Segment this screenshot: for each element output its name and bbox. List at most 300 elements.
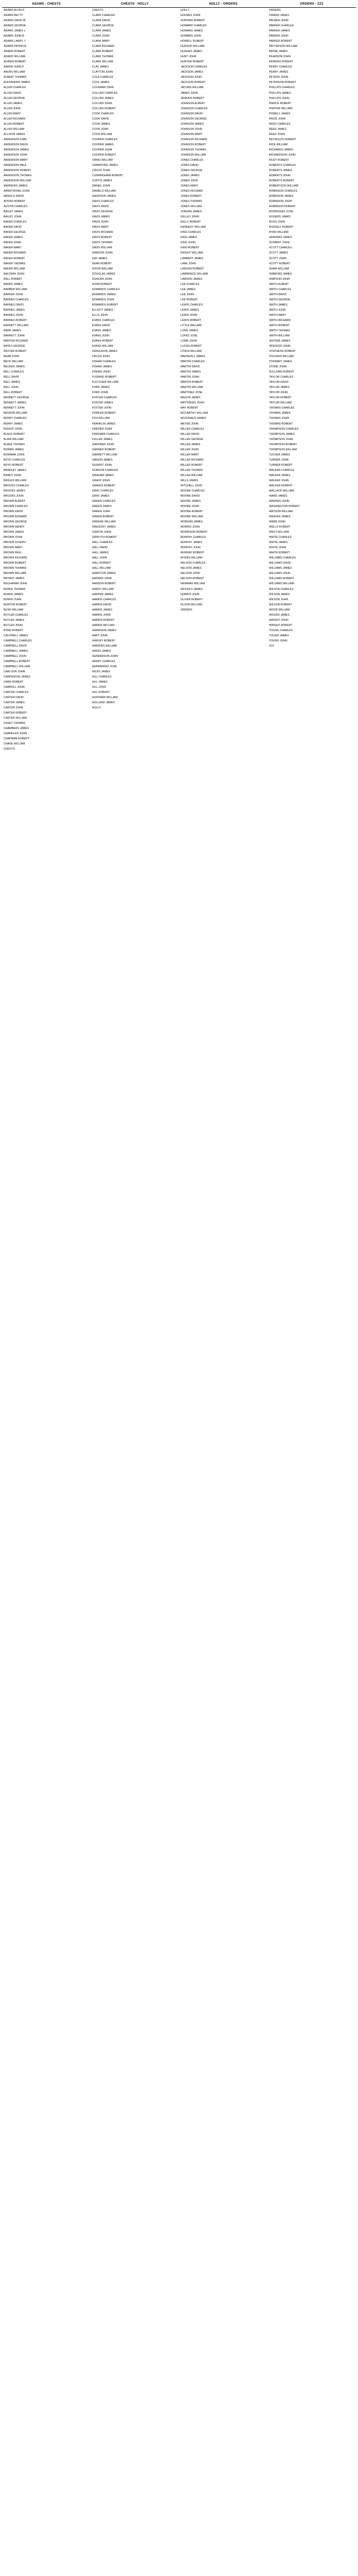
list-item: HOLLY [92, 706, 101, 710]
list-item: GREEN ROBERT [92, 515, 114, 519]
list-item: BUTLER CHARLES [4, 613, 28, 617]
list-item: BROOKS JAMES [4, 489, 25, 493]
list-item: BELL ROBERT [4, 391, 23, 395]
list-item: LANE JOHN [181, 262, 196, 265]
list-item: JACKSON CHARLES [181, 65, 207, 69]
list-item: LEE ROBERT [181, 298, 198, 301]
list-item: EVANS JAMES [92, 329, 111, 332]
list-item: ADAMS WILLIAM [4, 55, 26, 59]
list-item: HANSON ROBERT [92, 582, 116, 586]
list-item: MILLER WILLIAM [181, 473, 203, 477]
list-item: FERGUSON JAMES [92, 350, 118, 353]
list-item: PHILLIPS JAMES [269, 91, 291, 95]
list-item: AUSTIN CHARLES [4, 205, 27, 209]
list-item: MORRIS JOHN [181, 526, 200, 529]
list-item: PETERS JOHN [269, 76, 288, 79]
list-item: WILLIAMS WILLIAM [269, 582, 295, 586]
list-item: JONES RICHARD [181, 190, 203, 193]
list-item: ANDERSON WILLIAM [4, 179, 31, 183]
list-item: ROBINSON ROBERT [269, 205, 296, 209]
list-item: FOSTER JAMES [92, 401, 113, 405]
list-item: WALLACE WILLIAM [269, 489, 294, 493]
list-item: HOLLY [181, 9, 189, 12]
list-item: BLAKE THOMAS [4, 443, 25, 446]
list-item: BAKER WILLIAM [4, 267, 25, 270]
list-item: COOPER ROBERT [92, 153, 116, 157]
list-item: MILLER CHARLES [181, 427, 204, 431]
list-item: BROWN JAMES [4, 531, 24, 534]
list-item: THOMAS JAMES [269, 412, 291, 415]
list-item: BELL JAMES [4, 381, 20, 384]
list-item: WELLS ROBERT [269, 526, 290, 529]
list-item: DAVIS GEORGE [92, 210, 113, 214]
list-item: DUNN ROBERT [92, 282, 112, 286]
list-item: CARTER DAVID [4, 696, 24, 700]
list-item: FREEMAN CHARLES [92, 432, 119, 436]
list-item: GRAVES ROBERT [92, 484, 116, 487]
list-item: SMITH GEORGE [269, 298, 290, 301]
list-item: FOX WILLIAM [92, 417, 110, 420]
list-item: CLARK GEORGE [92, 24, 114, 28]
list-item: JONES THOMAS [181, 200, 202, 204]
list-item: HALL DAVID [92, 546, 108, 550]
list-item: MARTINEZ JOSE [181, 391, 203, 395]
list-item: DOUGLAS JAMES [92, 272, 116, 276]
list-item: BUCHANAN JOHN [4, 582, 27, 586]
list-item: DAVIDSON JAMES [92, 195, 116, 198]
list-item: ORDERS [269, 9, 281, 12]
list-item: EVANS JOHN [92, 334, 109, 337]
list-item: WILSON ROBERT [269, 603, 292, 606]
list-item: JOHNSON WILLIAM [181, 153, 206, 157]
list-item: CRAWFORD JAMES [92, 163, 118, 167]
list-item: DAY JAMES [92, 257, 108, 260]
list-item: MARTIN CHARLES [181, 360, 205, 364]
list-item: BARRETT JOHN [4, 334, 25, 337]
list-item: CARTER ROBERT [4, 711, 27, 715]
list-item: PARKER ROBERT [269, 40, 292, 43]
list-item: MILLER RICHARD [181, 458, 204, 462]
list-item: GARDNER JOHN [92, 443, 114, 446]
list-item: JOHNSON DAVID [181, 112, 203, 115]
list-item: HOLMES JOHN [181, 14, 201, 18]
list-item: MILLER ROBERT [181, 463, 203, 467]
list-item: JOHNSON CHARLES [181, 107, 208, 110]
list-item: COOPER CHARLES [92, 138, 118, 141]
list-item: FRAZIER JOHN [92, 427, 112, 431]
list-item: CLARK JAMES [92, 29, 111, 33]
list-item: GARNER ROBERT [92, 448, 116, 451]
list-item: EVANS CHARLES [92, 318, 115, 322]
list-item: PETERSON ROBERT [269, 81, 297, 84]
list-item: ANDERSON ROBERT [4, 168, 31, 172]
list-item: MILLER DAVID [181, 432, 200, 436]
list-item: CHESTS [4, 748, 15, 751]
list-item: POWELL JAMES [269, 112, 290, 115]
list-item: BROOKS CHARLES [4, 484, 29, 487]
list-item: HOFFMAN WILLIAM [92, 696, 118, 700]
list-item: ALLEN JAMES [4, 101, 22, 105]
list-item: BROWN RICHARD [4, 556, 27, 560]
list-item: JOHNSON JOHN [181, 127, 202, 131]
list-item: MARTIN JAMES [181, 370, 201, 374]
list-item: EVANS DAVID [92, 324, 110, 327]
list-item: JOHNSON ROBERT [181, 143, 206, 146]
list-item: MURPHY CHARLES [181, 536, 206, 539]
list-item: CLARK WILLIAM [92, 60, 113, 64]
list-item: PORTER WILLIAM [269, 107, 292, 110]
list-item: THOMPSON JOHN [269, 437, 293, 441]
list-item: HILL JAMES [92, 681, 108, 684]
list-item: BELL JOHN [4, 386, 19, 389]
list-item: EDWARDS JOHN [92, 298, 115, 301]
list-item: CLARK RICHARD [92, 45, 115, 48]
list-item: LUCAS ROBERT [181, 345, 202, 348]
list-item: ROBERTS JAMES [269, 168, 292, 172]
list-item: EDWARDS JAMES [92, 293, 116, 296]
list-item: ROBINSON CHARLES [269, 190, 298, 193]
list-item: CAMPBELL JOHN [4, 654, 26, 658]
list-item: TURNER ROBERT [269, 463, 293, 467]
list-item: BRYANT JAMES [4, 577, 25, 581]
list-item: LOPEZ JOSE [181, 334, 198, 337]
list-item: DAVIS THOMAS [92, 241, 113, 245]
list-item: DEAN ROBERT [92, 262, 112, 265]
list-item: WHITE JAMES [269, 541, 288, 545]
list-item: SIMMONS JAMES [269, 272, 292, 276]
list-item: FULLER JAMES [92, 437, 112, 441]
list-item: KENNEDY WILLIAM [181, 226, 206, 229]
list-item: MILLER JAMES [181, 443, 201, 446]
list-item: CHANDLER JOHN [4, 732, 27, 736]
list-item: WOOD WILLIAM [269, 608, 290, 612]
column-header-4: ORDERS - ZZZ [300, 2, 324, 6]
list-item: CLARK JOHN [92, 35, 110, 38]
list-item: SCOTT CHARLES [269, 246, 292, 250]
list-item: JONES WILLIAM [181, 205, 202, 209]
list-item: MURPHY JOHN [181, 546, 201, 550]
list-item: WHITE ROBERT [269, 551, 290, 555]
list-item: JONES JAMES [181, 174, 200, 177]
list-item: JONES JOHN [181, 179, 198, 183]
list-item: JOHNSON THOMAS [181, 148, 206, 151]
list-item: ROSS JOHN [269, 221, 285, 224]
name-columns [2, 8, 356, 752]
list-item: WRIGHT JOHN [269, 618, 288, 622]
list-item: KING CHARLES [181, 231, 201, 234]
list-item: REED JAMES [269, 127, 287, 131]
list-item: FOSTER JOHN [92, 406, 111, 410]
list-item: JONES CHARLES [181, 158, 204, 162]
list-item: ANDERSON THOMAS [4, 174, 32, 177]
list-item: BAKER THOMAS [4, 262, 25, 265]
list-item: BROOKS JOHN [4, 494, 24, 498]
list-item: THOMPSON CHARLES [269, 427, 299, 431]
list-item: BARTON RICHARD [4, 340, 28, 343]
list-item: BRADY JOHN [4, 473, 22, 477]
list-item: MILLER JOHN [181, 448, 199, 451]
list-item: BRIGGS WILLIAM [4, 479, 26, 482]
list-item: MORGAN JAMES [181, 520, 203, 524]
list-item: BURKE THOMAS [4, 587, 26, 591]
list-item: BROWN CHARLES [4, 505, 28, 508]
list-item: KING JOHN [181, 241, 196, 245]
name-column-2 [91, 8, 180, 752]
list-item: ANDERSON CARL [4, 138, 27, 141]
list-item: ELLIOTT JAMES [92, 308, 113, 312]
column-header-1: ADAMS - CHESTS [31, 2, 61, 6]
list-item: KNIGHT WILLIAM [181, 251, 203, 255]
list-item: BAKER CHARLES [4, 221, 27, 224]
list-item: ELLIS JOHN [92, 313, 108, 317]
list-item: NELSON JAMES [181, 567, 202, 570]
list-item: STONE JOHN [269, 365, 287, 369]
list-item: BARR JAMES [4, 329, 21, 332]
column-header-3: HOLLY - ORDERS [209, 2, 238, 6]
list-item: WOODS JAMES [269, 613, 290, 617]
list-item: BALL ROBERT [4, 277, 23, 281]
list-item: GREEN JAMES [92, 505, 112, 508]
list-item: HALL WILLIAM [92, 567, 111, 570]
list-item: WALKER CHARLES [269, 468, 295, 472]
list-item: CRAIG WILLIAM [92, 158, 113, 162]
list-item: WHITE JOHN [269, 546, 286, 550]
list-item: GREEN JOHN [92, 510, 110, 514]
list-item: ADAMS BETTY [4, 14, 23, 18]
list-item: THOMAS CHARLES [269, 406, 295, 410]
list-item: AHERN JOHN P [4, 65, 24, 69]
list-item: BISHOP JOHN [4, 427, 22, 431]
list-item: BEAN JOHN [4, 355, 20, 359]
list-item: BYRD ROBERT [4, 629, 24, 632]
list-item: SHAW WILLIAM [269, 267, 289, 270]
list-item: BROWN GEORGE [4, 520, 27, 524]
list-item: KELLY ROBERT [181, 221, 201, 224]
list-item: LYNCH WILLIAM [181, 350, 202, 353]
list-item: MOORE ROBERT [181, 510, 203, 514]
list-item: COLLINS JAMES [92, 96, 114, 100]
list-item: WILSON CHARLES [269, 587, 294, 591]
list-item: BENNETT JOHN [4, 406, 25, 410]
list-item: GREEN CHARLES [92, 499, 116, 503]
list-item: JOHNSON JAMES [181, 122, 204, 126]
list-item: HARPER JAMES [92, 592, 113, 596]
list-item: ROBINSON JOHN [269, 200, 292, 204]
list-item: CAMPBELL JAMES [4, 649, 28, 653]
list-item: WILSON JAMES [269, 592, 290, 596]
list-item: DANIELS WILLIAM [92, 190, 116, 193]
list-item: PERRY CHARLES [269, 65, 292, 69]
list-item: CHESTS [92, 9, 103, 12]
list-item: TURNER JOHN [269, 458, 289, 462]
list-item: RILEY ROBERT [269, 158, 289, 162]
list-item: LEE CHARLES [181, 282, 200, 286]
list-item: WALKER JAMES [269, 473, 290, 477]
list-item: STEWART JAMES [269, 360, 292, 364]
list-item: CAMPBELL ROBERT [4, 659, 30, 663]
list-item: BERRY CHARLES [4, 417, 27, 420]
list-item: ANDREWS JAMES [4, 184, 28, 188]
list-item: HARRIS WILLIAM [92, 623, 115, 627]
list-item: ALBERT THOMAS [4, 76, 27, 79]
list-item: HILL JOHN [92, 686, 106, 689]
list-item: LAMBERT JAMES [181, 257, 203, 260]
list-item: SMITH ALBERT [269, 282, 289, 286]
list-item: BENNETT JAMES [4, 401, 26, 405]
list-item: HARRIS DAVID [92, 603, 111, 606]
list-item: FORD JOHN [92, 391, 108, 395]
list-item: BARNES CHARLES [4, 298, 29, 301]
list-item: HENDERSON JOHN [92, 654, 118, 658]
list-item: BOYD CHARLES [4, 458, 25, 462]
list-item: COOPER JAMES [92, 143, 114, 146]
list-item: BARBER WILLIAM [4, 287, 27, 291]
list-item: BALDWIN JOHN [4, 272, 25, 276]
list-item: CURTIS JAMES [92, 179, 112, 183]
list-item: LITTLE WILLIAM [181, 324, 202, 327]
list-item: ARMSTRONG JOHN [4, 190, 30, 193]
list-item: CALDWELL JAMES [4, 634, 28, 637]
list-item: STEPHENS ROBERT [269, 350, 296, 353]
list-item: MOORE JAMES [181, 499, 201, 503]
list-item: SNYDER JAMES [269, 340, 290, 343]
list-item: PEARSON JOHN [269, 55, 291, 59]
list-item: CARLSON JOHN [4, 670, 25, 673]
list-item: MOORE JOHN [181, 505, 199, 508]
list-item: JONES MARY [181, 184, 199, 188]
list-item: COOK WILLIAM [92, 132, 112, 136]
list-item: DANIEL JOHN [92, 184, 110, 188]
list-item: BURNS JOHN [4, 598, 22, 601]
list-item: GILBERT JOHN [92, 463, 112, 467]
list-item: CARTER JOHN [4, 706, 23, 710]
list-item: TAYLOR JAMES [269, 386, 290, 389]
list-item: GARRETT WILLIAM [92, 453, 117, 456]
list-item: LAWRENCE WILLIAM [181, 272, 208, 276]
list-item: ORDERS [181, 608, 192, 612]
list-item: JOHNSON ALBERT [181, 101, 205, 105]
list-item: ADAMS DAVID W [4, 19, 26, 23]
list-item: BATES GEORGE [4, 345, 25, 348]
list-item: CLARK CHARLES [92, 14, 115, 18]
list-item: NELSON ROBERT [181, 577, 204, 581]
list-item: COOK DAVID [92, 117, 109, 121]
list-item: REED CHARLES [269, 122, 290, 126]
list-item: GORDON CHARLES [92, 468, 118, 472]
list-item: ROGERS JAMES [269, 215, 291, 219]
list-item: BROWN JOSEPH [4, 541, 26, 545]
list-item: SMITH DAVID [269, 293, 287, 296]
list-item: BROWN ALBERT [4, 499, 25, 503]
list-item: SMITH JOHN [269, 308, 286, 312]
list-item: BAKER DAVID [4, 226, 22, 229]
name-column-4 [268, 8, 356, 752]
list-item: ROBERTSON WILLIAM [269, 184, 299, 188]
list-item: CASEY THOMAS [4, 722, 25, 725]
list-item: HUGHES JAMES [181, 50, 202, 54]
list-item: BELL DAVID [4, 376, 20, 379]
list-item: ALLEN RICHARD [4, 117, 26, 121]
list-item: BENSON WILLIAM [4, 412, 27, 415]
list-item: SPENCER JOHN [269, 345, 290, 348]
list-item: WILLIAMS JAMES [269, 567, 292, 570]
list-item: TAYLOR WILLIAM [269, 401, 292, 405]
list-item: HALL CHARLES [92, 541, 113, 545]
list-item: ADAMS ROBERT [4, 50, 26, 54]
list-item: ALLEN JOHN [4, 107, 21, 110]
list-item: REED JOHN [269, 132, 285, 136]
list-item: CARR ROBERT [4, 681, 24, 684]
list-item: CARROLL JOHN [4, 686, 25, 689]
list-item: SMITH WILLIAM [269, 334, 290, 337]
list-item: ROBERTS CHARLES [269, 163, 296, 167]
list-item: REYNOLDS ROBERT [269, 138, 297, 141]
list-item: MOORE DAVID [181, 494, 200, 498]
list-item: WARD JAMES [269, 494, 287, 498]
list-item: HARRIS CHARLES [92, 598, 117, 601]
list-item: FIELDS JOHN [92, 355, 110, 359]
list-item: WILSON JOHN [269, 598, 288, 601]
list-item: HERNANDEZ JOSE [92, 665, 117, 668]
list-item: MILLER GEORGE [181, 437, 203, 441]
list-item: LEWIS JOHN [181, 313, 198, 317]
list-item: COLLINS ROBERT [92, 107, 116, 110]
list-item: SMITH CHARLES [269, 287, 291, 291]
list-item: RICE WILLIAM [269, 143, 288, 146]
list-item: COLEMAN JOHN [92, 86, 114, 90]
list-item: COLLINS CHARLES [92, 91, 118, 95]
list-item: THOMPSON ROBERT [269, 443, 297, 446]
list-item: JENKINS ROBERT [181, 96, 204, 100]
list-item: WILLIAMS CHARLES [269, 556, 296, 560]
list-item: JACKSON JOHN [181, 76, 202, 79]
list-item: MATTHEWS JOHN [181, 401, 204, 405]
list-item: MORRISON ROBERT [181, 531, 208, 534]
list-item: BAKER ROBERT [4, 257, 25, 260]
list-item: TAYLOR DAVID [269, 381, 289, 384]
list-item: YOUNG JAMES [269, 634, 289, 637]
list-item: NEWMAN WILLIAM [181, 582, 205, 586]
list-item: FOSTER CHARLES [92, 396, 117, 400]
list-item: BAKER GEORGE [4, 231, 26, 234]
list-item: RUSSELL ROBERT [269, 226, 294, 229]
list-item: FRANKLIN JAMES [92, 422, 116, 426]
list-item: JOHNSON MARY [181, 132, 203, 136]
list-item: DAVIS RICHARD [92, 231, 113, 234]
list-item: TAYLOR CHARLES [269, 376, 294, 379]
list-item: ROBERTS ROBERT [269, 179, 295, 183]
list-item: MAY ROBERT [181, 406, 199, 410]
list-item: LAWSON JAMES [181, 277, 202, 281]
list-item: BERRY JAMES [4, 422, 23, 426]
list-item: MILLER THOMAS [181, 468, 203, 472]
list-item: CAMPBELL WILLIAM [4, 665, 30, 668]
list-item: HOWARD CHARLES [181, 24, 207, 28]
list-item: BARNES DAVID [4, 303, 24, 307]
list-item: CARTER CHARLES [4, 691, 29, 694]
list-item: TAYLOR JOHN [269, 391, 288, 395]
list-item: EDWARDS CHARLES [92, 287, 120, 291]
list-item: BECKER JAMES [4, 365, 25, 369]
list-item: HAWKINS WILLIAM [92, 644, 117, 648]
list-item: JAMES JOHN [181, 91, 198, 95]
list-item: GREGORY JAMES [92, 526, 116, 529]
list-item: HOWARD JOHN [181, 35, 201, 38]
list-item: DIXON WILLIAM [92, 267, 113, 270]
list-item: JOHNSON GEORGE [181, 117, 207, 121]
list-item: ALLEN WILLIAM [4, 127, 25, 131]
list-item: DAVIS ROBERT [92, 236, 112, 240]
